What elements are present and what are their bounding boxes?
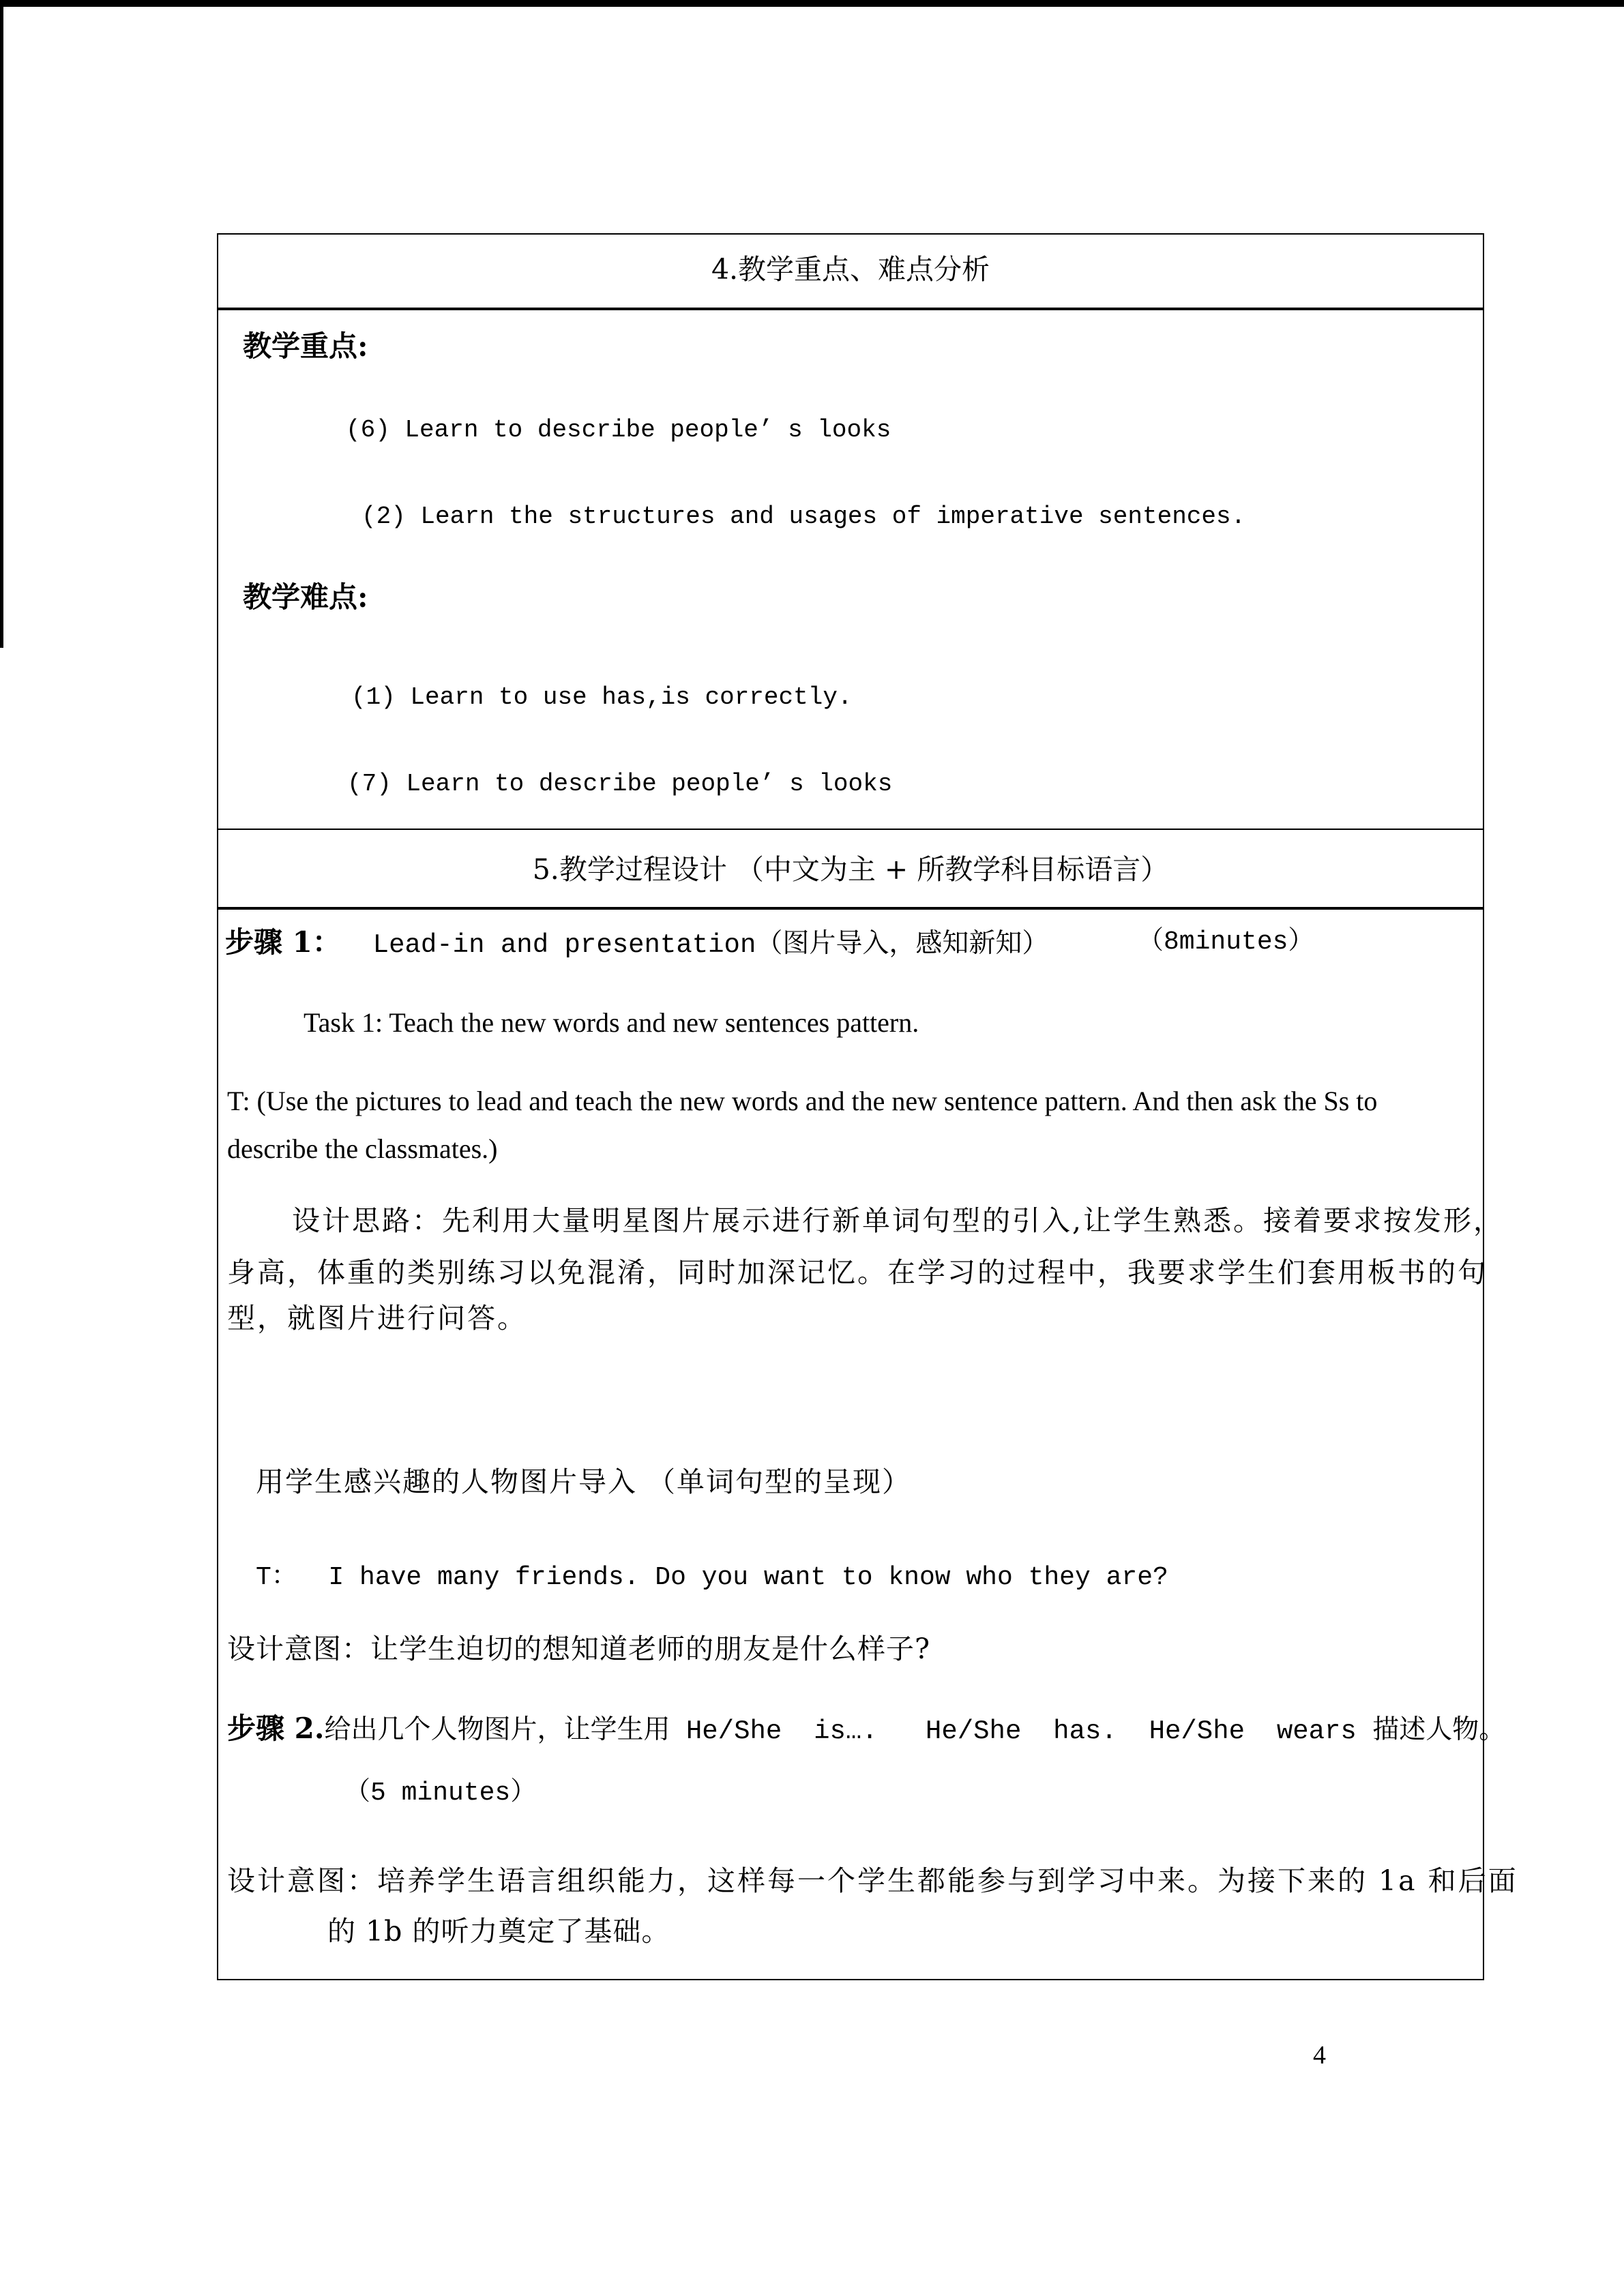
key-points-label: 教学重点: [243, 329, 368, 363]
step1-teacher-note-line1: T: (Use the pictures to lead and teach the new words and the new sentence pattern. And then ask the Ss to [227, 1086, 1378, 1116]
page-number: 4 [1313, 2041, 1326, 2070]
row-divider-above-section5-header [217, 829, 1484, 830]
section4-header-title: 4.教学重点、难点分析 [711, 253, 990, 286]
step2-duration: （5 minutes） [344, 1778, 537, 1808]
key-point-item-2: (2) Learn the structures and usages of imperative sentences. [361, 503, 1246, 531]
step1-heading [225, 926, 1048, 961]
step2-label: 步骤 2. [227, 1712, 325, 1745]
difficulties-label: 教学难点: [243, 580, 368, 614]
step1-title: Lead-in and presentation（图片导入，感知新知） [340, 930, 1049, 960]
step2-title: 给出几个人物图片，让学生用 He/She is…. He/She has. He/She wears 描述人物。 [324, 1716, 1506, 1746]
scan-artifact-left-edge [0, 0, 3, 648]
step2-design-intent-line1: 设计意图：培养学生语言组织能力，这样每一个学生都能参与到学习中来。为接下来的 1a 和后面 [227, 1864, 1518, 1897]
step1-design-idea-line1: 设计思路：先利用大量明星图片展示进行新单词句型的引入,让学生熟悉。接着要求按发形， [292, 1204, 1504, 1237]
section5-header-title: 5.教学过程设计 （中文为主 + 所教学科目标语言） [532, 853, 1169, 886]
row-divider-below-section5-header [217, 907, 1484, 910]
step1-design-intent: 设计意图：让学生迫切的想知道老师的朋友是什么样子? [227, 1632, 930, 1665]
scan-artifact-top-edge [0, 0, 1624, 7]
row-divider-below-section4-header [217, 308, 1484, 310]
step1-design-idea-line3: 型，就图片进行问答。 [227, 1302, 527, 1335]
key-point-item-1: (6) Learn to describe people’ s looks [346, 416, 891, 444]
step2-design-intent-line2: 的 1b 的听力奠定了基础。 [327, 1915, 670, 1948]
step1-label: 步骤 1： [225, 925, 341, 959]
step1-teacher-line: T： I have many friends. Do you want to know who they are? [256, 1563, 1168, 1592]
difficulty-item-2: (7) Learn to describe people’ s looks [347, 770, 893, 798]
step1-duration: （8minutes） [1138, 927, 1314, 957]
step1-design-idea-line2: 身高，体重的类别练习以免混淆，同时加深记忆。在学习的过程中，我要求学生们套用板书的句 [227, 1256, 1488, 1289]
step1-lead-in-note: 用学生感兴趣的人物图片导入 （单词句型的呈现） [256, 1465, 912, 1498]
step2-heading [227, 1712, 1505, 1747]
difficulty-item-1: (1) Learn to use has,is correctly. [351, 683, 853, 711]
step1-task: Task 1: Teach the new words and new sentences pattern. [304, 1007, 919, 1038]
step1-teacher-note-line2: describe the classmates.) [227, 1133, 498, 1164]
